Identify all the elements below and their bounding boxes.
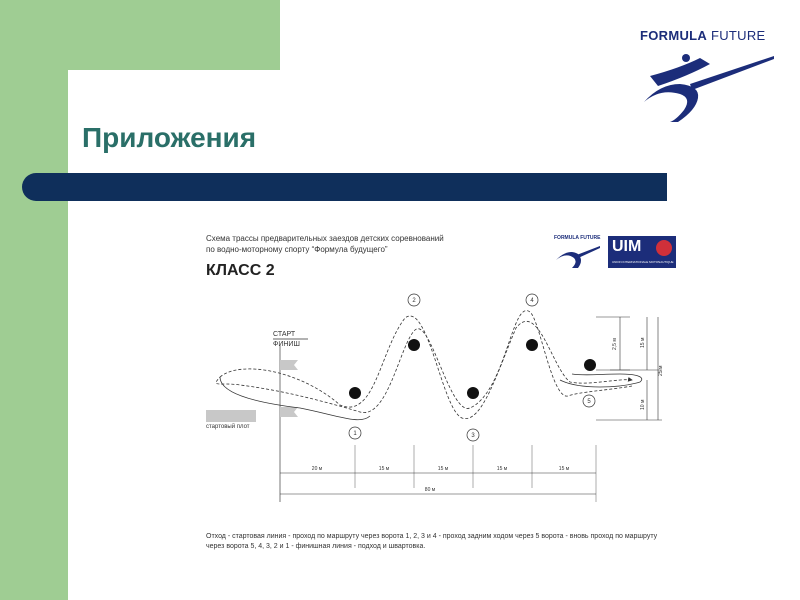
- gate-label-2: 2: [412, 298, 416, 304]
- return-route: [216, 311, 632, 413]
- route-note-line2: через ворота 5, 4, 3, 2 и 1 - финишная линия - подход и швартовка.: [206, 543, 426, 550]
- diagram-caption-line2: по водно-моторному спорту “Формула будущего”: [206, 245, 388, 254]
- buoy-2: [408, 339, 420, 351]
- segment-label-4: 15 м: [496, 466, 508, 472]
- segment-label-3: 15 м: [437, 466, 449, 472]
- buoy-1: [349, 387, 361, 399]
- logo-text: FORMULA FUTURE: [640, 28, 766, 43]
- route-note-line1: Отход - стартовая линия - проход по маршруту через ворота 1, 2, 3 и 4 - проход задним ходом через 5 ворота - вновь проход по маршруту: [206, 533, 658, 540]
- dim-label-2-5m: 2,5 м: [612, 338, 618, 350]
- gate-label-1: 1: [353, 431, 357, 437]
- uim-text: UIM: [612, 238, 642, 255]
- segment-label-1: 20 м: [311, 466, 323, 472]
- dim-label-15m: 15 м: [640, 337, 646, 348]
- reverse-loop: [560, 374, 642, 387]
- dim-label-25m: 25 м: [658, 365, 664, 376]
- buoy-3: [467, 387, 479, 399]
- buoy-4: [526, 339, 538, 351]
- green-band-left: [0, 0, 68, 600]
- start-flag-icon: [280, 360, 298, 370]
- finish-label: ФИНИШ: [273, 341, 300, 348]
- buoy-5: [584, 359, 596, 371]
- track-diagram: [200, 220, 680, 560]
- class-label: КЛАСС 2: [206, 262, 275, 279]
- segment-label-2: 15 м: [378, 466, 390, 472]
- dim-label-10m: 10 м: [640, 399, 646, 410]
- diagram-caption-line1: Схема трассы предварительных заездов детских соревнований: [206, 234, 444, 243]
- start-label: СТАРТ: [273, 331, 296, 338]
- formula-future-logo: [640, 28, 780, 124]
- title-divider-bar: [22, 173, 667, 201]
- gate-label-3: 3: [471, 433, 475, 439]
- total-label: 80 м: [424, 487, 436, 493]
- boat-logo-icon: [640, 28, 780, 124]
- gate-label-5: 5: [587, 399, 591, 405]
- segment-label-5: 15 м: [558, 466, 570, 472]
- track-scheme: [200, 220, 680, 520]
- gate-label-4: 4: [530, 298, 534, 304]
- finish-flag-icon: [280, 407, 298, 417]
- mini-logo-text: FORMULA FUTURE: [554, 235, 601, 241]
- uim-subtitle: UNION INTERNATIONALE MOTONAUTIQUE: [612, 260, 674, 264]
- raft-label: стартовый плот: [206, 424, 250, 430]
- starting-raft: [206, 410, 256, 422]
- slide-title: Приложения: [82, 122, 257, 153]
